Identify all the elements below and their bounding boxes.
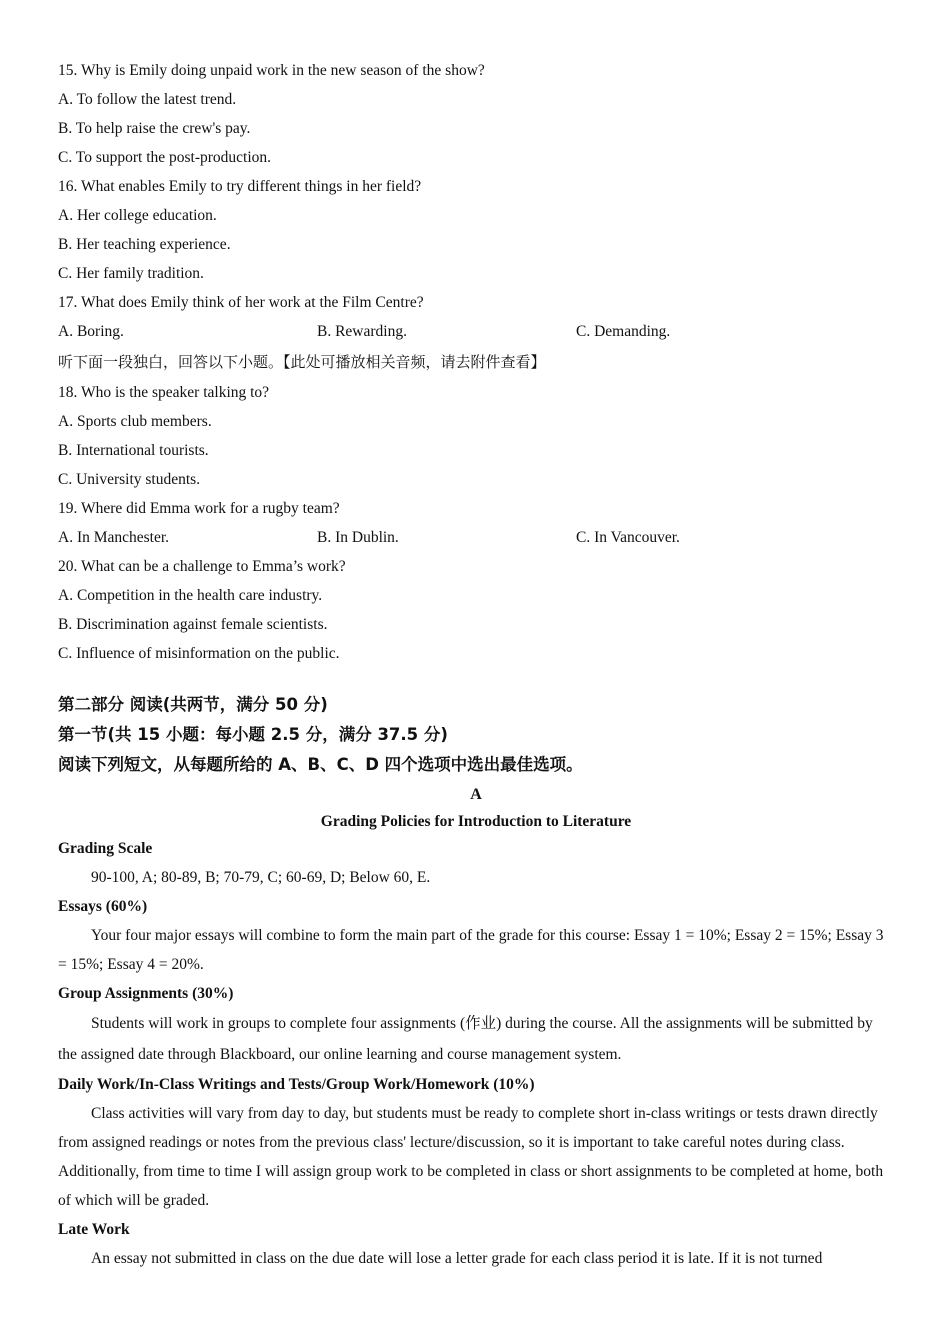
question-text: 17. What does Emily think of her work at the Film Centre?: [58, 294, 424, 311]
daily-work-heading: Daily Work/In-Class Writings and Tests/Group Work/Homework (10%): [58, 1076, 535, 1093]
passage-title: Grading Policies for Introduction to Literature: [320, 813, 632, 830]
question-15: [58, 56, 894, 172]
question-19: [58, 494, 894, 552]
options-row: [58, 523, 894, 552]
document-page: [58, 56, 894, 1273]
grading-scale-text: 90-100, A; 80-89, B; 70-79, C; 60-69, D; Below 60, E.: [91, 869, 431, 886]
passage-letter: A: [470, 786, 482, 803]
listening-instruction: 听下面一段独白，回答以下小题。【此处可播放相关音频，请去附件查看】: [58, 353, 546, 371]
option-a: A. Sports club members.: [58, 413, 212, 430]
spacer: [58, 668, 894, 690]
option-c: C. Influence of misinformation on the public.: [58, 645, 340, 662]
late-work-text: An essay not submitted in class on the due date will lose a letter grade for each class period it is late. If it is not turned: [91, 1250, 823, 1267]
option-a: A. Competition in the health care industry.: [58, 587, 323, 604]
question-text: 19. Where did Emma work for a rugby team?: [58, 500, 340, 517]
question-text: 18. Who is the speaker talking to?: [58, 384, 270, 401]
option-a: A. In Manchester.: [58, 529, 170, 546]
option-b: B. Discrimination against female scientists.: [58, 616, 328, 633]
option-c: C. In Vancouver.: [576, 529, 680, 546]
question-18: [58, 378, 894, 494]
option-c: C. Demanding.: [576, 323, 671, 340]
option-b: B. In Dublin.: [317, 529, 399, 546]
section-one-title: 第一节(共 15 小题：每小题 2.5 分，满分 37.5 分): [58, 725, 448, 744]
question-text: 20. What can be a challenge to Emma’s work?: [58, 558, 346, 575]
question-text: 15. Why is Emily doing unpaid work in the new season of the show?: [58, 62, 485, 79]
grading-scale-heading: Grading Scale: [58, 840, 153, 857]
options-row: [58, 317, 894, 346]
option-c: C. University students.: [58, 471, 201, 488]
essays-text: Your four major essays will combine to form the main part of the grade for this course: Essay 1 = 10%; Essay 2 = 15%; Essay 3 = 15%; Essay 4 = 20%.: [58, 927, 884, 973]
option-a: A. To follow the latest trend.: [58, 91, 237, 108]
essays-heading: Essays (60%): [58, 898, 148, 915]
option-b: B. Her teaching experience.: [58, 236, 231, 253]
group-assignments-heading: Group Assignments (30%): [58, 985, 234, 1002]
question-text: 16. What enables Emily to try different things in her field?: [58, 178, 422, 195]
question-20: [58, 552, 894, 668]
late-work-heading: Late Work: [58, 1221, 130, 1238]
part-two-title: 第二部分 阅读(共两节，满分 50 分): [58, 695, 328, 714]
option-b: B. To help raise the crew's pay.: [58, 120, 251, 137]
option-a: A. Boring.: [58, 323, 124, 340]
option-c: C. Her family tradition.: [58, 265, 204, 282]
daily-work-text: Class activities will vary from day to day, but students must be ready to complete short in-class writings or tests drawn directly from assigned readings or notes from the previous class' lecture/discussion, so it is important to take careful notes during class. Additionally, from time to time I will assign group work to be completed in class or short assignments to be completed at home, both of which will be graded.: [58, 1105, 884, 1209]
option-c: C. To support the post-production.: [58, 149, 272, 166]
question-16: [58, 172, 894, 288]
reading-instruction: 阅读下列短文，从每题所给的 A、B、C、D 四个选项中选出最佳选项。: [58, 755, 583, 774]
option-a: A. Her college education.: [58, 207, 217, 224]
option-b: B. International tourists.: [58, 442, 209, 459]
option-b: B. Rewarding.: [317, 323, 407, 340]
question-17: [58, 288, 894, 346]
group-assignments-text: Students will work in groups to complete four assignments (作业) during the course. All the assignments will be submitted by the assigned date through Blackboard, our online learning and course management system.: [58, 1015, 873, 1063]
